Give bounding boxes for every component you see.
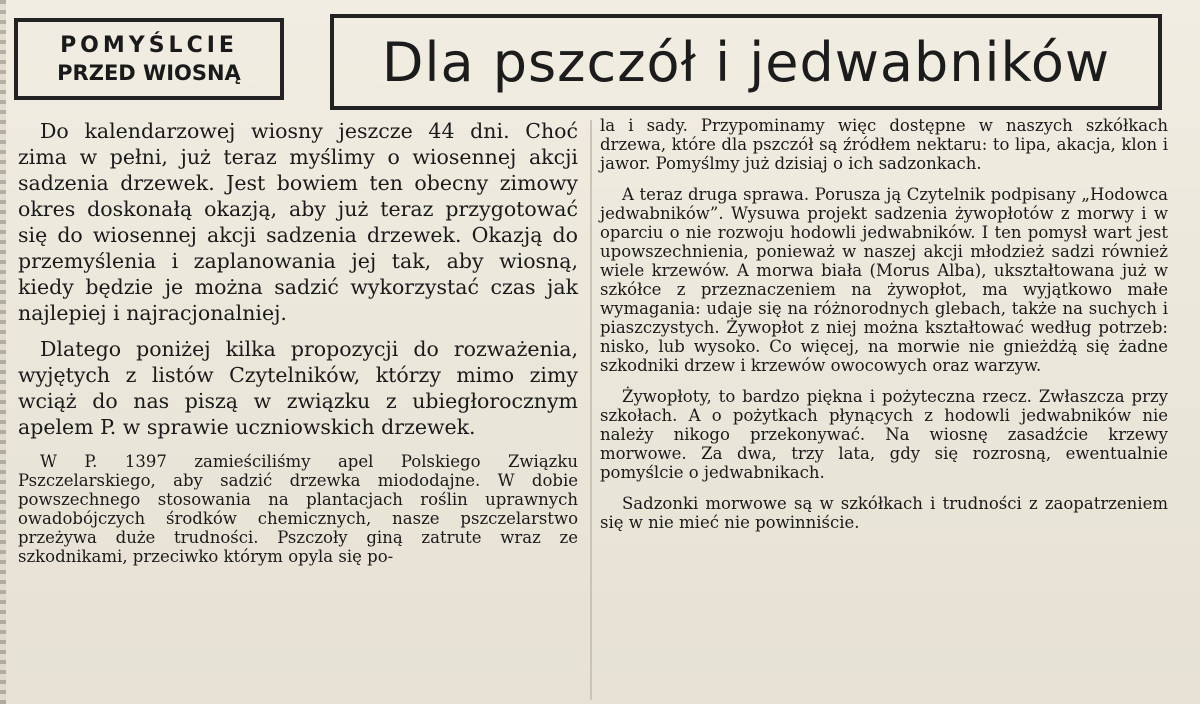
article-headline: Dla pszczół i jedwabników	[381, 30, 1111, 94]
body-paragraph: A teraz druga sprawa. Porusza ją Czytelnik podpisany „Hodowca jedwabników”. Wysuwa projekt sadzenia żywopłotów z morwy i w oparciu o nie rozwoju hodowli jedwabników. I ten pomysł wart jest upowszechnienia, ponieważ w naszej akcji młodzież sadzi również wiele krzewów. A morwa biała (Morus Alba), ukształtowana już w szkółce z przeznaczeniem na żywopłot, ma wyjątkowo małe wymagania: udaje się na różnorodnych glebach, także na suchych i piaszczystych. Żywopłot z niej można kształtować według potrzeb: nisko, lub wysoko. Co więcej, na morwie nie gnieżdżą się żadne szkodniki drzew i krzewów owocowych oraz warzyw.	[600, 185, 1168, 375]
headline-box	[330, 14, 1162, 110]
left-column	[18, 118, 578, 566]
kicker-line-1: POMYŚLCIE	[60, 33, 238, 58]
body-paragraph: W P. 1397 zamieściliśmy apel Polskiego Związku Pszczelarskiego, aby sadzić drzewka miododajne. W dobie powszechnego stosowania na plantacjach roślin uprawnych owadobójczych środków chemicznych, nasze pszczelarstwo przeżywa duże trudności. Pszczoły giną zatrute wraz ze szkodnikami, przeciwko którym opyla się po-	[18, 452, 578, 566]
kicker-line-2: PRZED WIOSNĄ	[57, 61, 241, 85]
lead-paragraph: Dlatego poniżej kilka propozycji do rozważenia, wyjętych z listów Czytelników, którzy mimo zimy wciąż do nas piszą w związku z ubiegłorocznym apelem P. w sprawie uczniowskich drzewek.	[18, 337, 578, 439]
right-column	[600, 116, 1168, 532]
body-paragraph: Sadzonki morwowe są w szkółkach i trudności z zaopatrzeniem się w nie mieć nie powinniście.	[600, 494, 1168, 532]
lead-paragraph: Do kalendarzowej wiosny jeszcze 44 dni. Choć zima w pełni, już teraz myślimy o wiosennej akcji sadzenia drzewek. Jest bowiem ten obecny zimowy okres doskonałą okazją, aby już teraz przygotować się do wiosennej akcji sadzenia drzewek. Okazją do przemyślenia i zaplanowania jej tak, aby wiosną, kiedy będzie je można sadzić wykorzystać czas jak najlepiej i najracjonalniej.	[18, 119, 578, 325]
page-binding-edge	[0, 0, 6, 704]
section-kicker-box	[14, 18, 284, 100]
column-divider	[590, 120, 592, 700]
body-paragraph: la i sady. Przypominamy więc dostępne w naszych szkółkach drzewa, które dla pszczół są źródłem nektaru: to lipa, akacja, klon i jawor. Pomyślmy już dzisiaj o ich sadzonkach.	[600, 116, 1168, 173]
body-paragraph: Żywopłoty, to bardzo piękna i pożyteczna rzecz. Zwłaszcza przy szkołach. A o pożytkach płynących z hodowli jedwabników nie należy nikogo przekonywać. Na wiosnę zasadźcie krzewy morwowe. Za dwa, trzy lata, gdy się rozrosną, ewentualnie pomyślcie o jedwabnikach.	[600, 387, 1168, 482]
